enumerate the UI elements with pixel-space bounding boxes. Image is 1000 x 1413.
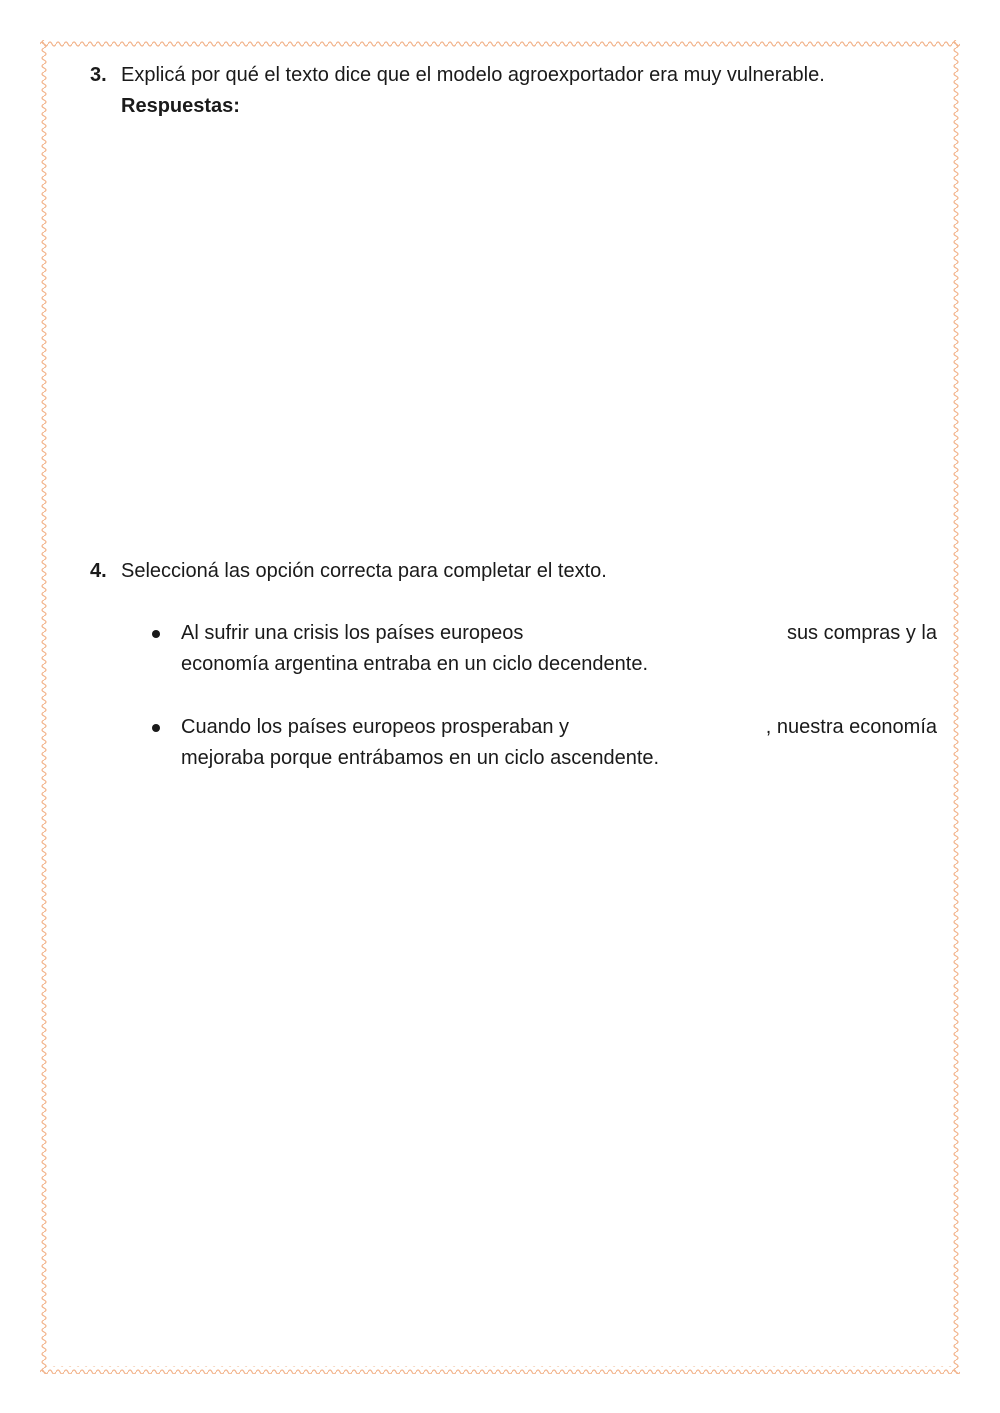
blank-slot (523, 618, 787, 649)
list-item (181, 712, 937, 774)
bullet-icon (152, 630, 160, 638)
question-4 (90, 556, 607, 587)
blank-slot (569, 712, 766, 743)
sentence-continuation: mejoraba porque entrábamos en un ciclo ascendente. (181, 747, 660, 769)
question-3 (90, 60, 825, 91)
sentence-after-blank: sus compras y la (786, 622, 937, 644)
sentence-start: Al sufrir una crisis los países europeos (181, 622, 524, 644)
list-item (181, 618, 937, 680)
answer-dropdown[interactable] (523, 618, 787, 649)
question-number: 3. (90, 64, 107, 86)
answer-input[interactable] (121, 125, 940, 539)
sentence-after-blank: , nuestra economía (765, 716, 937, 738)
sentence-start: Cuando los países europeos prosperaban y (181, 716, 570, 738)
answers-label: Respuestas: (121, 95, 240, 117)
question-prompt: Explicá por qué el texto dice que el modelo agroexportador era muy vulnerable. (121, 64, 825, 86)
question-number: 4. (90, 560, 107, 582)
bullet-icon (152, 724, 160, 732)
question-prompt: Seleccioná las opción correcta para completar el texto. (121, 560, 607, 582)
answer-dropdown[interactable] (569, 712, 766, 743)
sentence-continuation: economía argentina entraba en un ciclo decendente. (181, 653, 649, 675)
